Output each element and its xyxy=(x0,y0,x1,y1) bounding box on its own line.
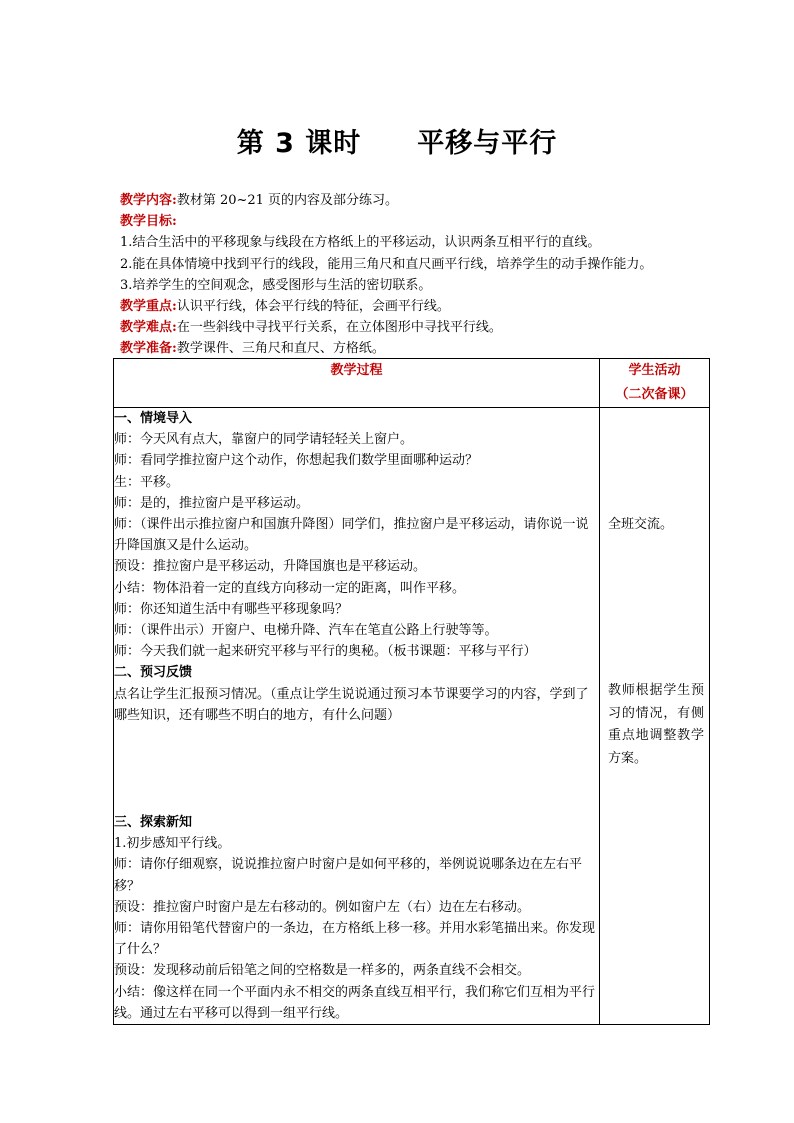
lesson-topic: 平移与平行 xyxy=(417,128,558,159)
process-line: 师：今天风有点大，靠窗户的同学请轻轻关上窗户。 xyxy=(114,432,414,448)
meta-goal-3 xyxy=(120,275,710,296)
activity-note: 教师根据学生预习的情况，有侧重点地调整教学方案。 xyxy=(608,683,704,766)
table-header-row xyxy=(114,359,710,408)
meta-label: 教学准备: xyxy=(120,341,177,357)
process-line: 预设：推拉窗户是平移运动，升降国旗也是平移运动。 xyxy=(114,559,427,575)
student-activity-cell xyxy=(600,408,710,1025)
meta-text: 2.能在具体情境中找到平行的线段，能用三角尺和直尺画平行线，培养学生的动手操作能力。 xyxy=(120,256,653,272)
section-heading: 二、预习反馈 xyxy=(114,665,193,681)
blank-space xyxy=(114,726,599,812)
teaching-process-cell xyxy=(114,408,600,1025)
process-line: 师：请你用铅笔代替窗户的一条边，在方格纸上移一移。并用水彩笔描出来。你发现了什么？ xyxy=(114,921,596,958)
process-line: 师：请你仔细观察，说说推拉窗户时窗户是如何平移的，举例说说哪条边在左右平移？ xyxy=(114,857,583,894)
header-side-line: （二次备课） xyxy=(615,387,694,402)
process-line: 师：看同学推拉窗户这个动作，你想起我们数学里面哪种运动？ xyxy=(114,453,479,469)
meta-text: 1.结合生活中的平移现象与线段在方格纸上的平移运动，认识两条互相平行的直线。 xyxy=(120,235,601,251)
meta-text: 3.培养学生的空间观念，感受图形与生活的密切联系。 xyxy=(120,277,432,293)
process-line: 预设：推拉窗户时窗户是左右移动的。例如窗户左（右）边在左右移动。 xyxy=(114,899,531,915)
meta-content xyxy=(120,190,710,211)
meta-label: 教学目标: xyxy=(120,214,177,230)
meta-key-point xyxy=(120,296,710,317)
process-line: 1.初步感知平行线。 xyxy=(114,836,231,852)
meta-text: 认识平行线，体会平行线的特征，会画平行线。 xyxy=(176,299,450,315)
meta-preparation xyxy=(120,338,710,359)
process-line: 小结：物体沿着一定的直线方向移动一定的距离，叫作平移。 xyxy=(114,580,466,596)
meta-label: 教学难点: xyxy=(120,320,177,336)
lesson-meta xyxy=(120,190,710,360)
header-student-activity xyxy=(600,359,710,408)
process-line: 师：你还知道生活中有哪些平移现象吗？ xyxy=(114,601,349,617)
lesson-plan-table xyxy=(113,358,710,1025)
process-line: 生：平移。 xyxy=(114,474,180,490)
lesson-title xyxy=(0,126,794,162)
table-body-row xyxy=(114,408,710,1025)
process-block-intro xyxy=(114,408,599,726)
process-line: 师：（课件出示推拉窗户和国旗升降图）同学们，推拉窗户是平移运动，请你说一说升降国旗又是什么运动。 xyxy=(114,517,589,554)
section-heading: 三、探索新知 xyxy=(114,815,193,831)
process-line: 小结：像这样在同一个平面内永不相交的两条直线互相平行，我们称它们互相为平行线。通过左右平移可以得到一组平行线。 xyxy=(114,984,596,1021)
process-line: 师：今天我们就一起来研究平移与平行的奥秘。（板书课题：平移与平行） xyxy=(114,644,537,660)
process-block-explore xyxy=(114,812,599,1024)
header-side-line: 学生活动 xyxy=(628,363,681,378)
meta-goal-1 xyxy=(120,232,710,253)
activity-note: 全班交流。 xyxy=(608,517,674,532)
meta-text: 在一些斜线中寻找平行关系，在立体图形中寻找平行线。 xyxy=(176,320,502,336)
section-heading: 一、情境导入 xyxy=(114,411,193,426)
meta-text: 教学课件、三角尺和直尺、方格纸。 xyxy=(176,341,385,357)
meta-label: 教学内容: xyxy=(120,193,177,208)
lesson-number: 第 3 课时 xyxy=(236,128,362,159)
meta-label: 教学重点: xyxy=(120,299,177,315)
process-line: 师：（课件出示）开窗户、电梯升降、汽车在笔直公路上行驶等等。 xyxy=(114,623,498,639)
process-line: 师：是的，推拉窗户是平移运动。 xyxy=(114,495,310,511)
header-teaching-process: 教学过程 xyxy=(114,359,600,408)
meta-goals xyxy=(120,211,710,232)
meta-text: 教材第 20~21 页的内容及部分练习。 xyxy=(176,193,399,208)
process-line: 预设：发现移动前后铅笔之间的空格数是一样多的，两条直线不会相交。 xyxy=(114,963,531,979)
meta-difficulty xyxy=(120,317,710,338)
process-line: 点名让学生汇报预习情况。（重点让学生说说通过预习本节课要学习的内容，学到了哪些知识，还有哪些不明白的地方，有什么问题） xyxy=(114,686,589,723)
meta-goal-2 xyxy=(120,254,710,275)
